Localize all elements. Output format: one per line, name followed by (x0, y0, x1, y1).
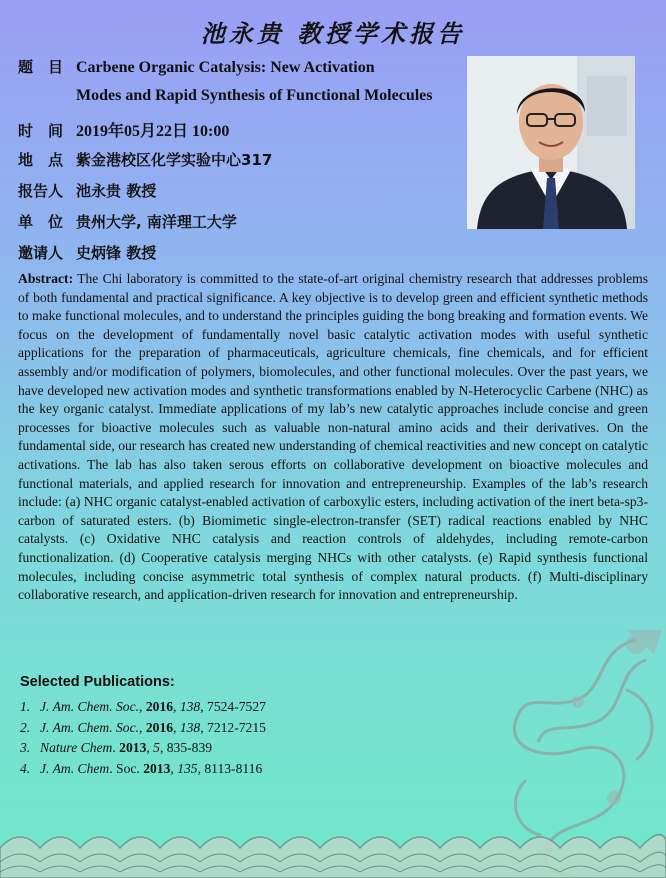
speaker-photo (467, 56, 635, 229)
topic-row (18, 56, 375, 77)
publication-volume: , 5 (146, 740, 160, 755)
publication-year: 2013 (119, 740, 147, 755)
publication-number: 2. (20, 719, 31, 735)
publication-pages: , 835-839 (159, 740, 213, 755)
publication-pages: , 7524-7527 (200, 699, 266, 714)
publication-journal: Nature Chem (40, 740, 113, 755)
place-row (18, 149, 272, 170)
publication-item: 2. J. Am. Chem. Soc., 2016, 138, 7212-7215 (20, 718, 480, 739)
topic-line1: Carbene Organic Catalysis: New Activation (76, 59, 375, 76)
waves-decoration-icon (0, 818, 666, 878)
topic-label: 题 目 (18, 58, 64, 76)
publication-item: 4. J. Am. Chem. Soc. 2013, 135, 8113-8116 (20, 759, 480, 780)
time-label: 时 间 (18, 122, 64, 140)
time-row (18, 118, 229, 141)
publication-journal: J. Am. Chem. Soc. (40, 719, 140, 735)
unit-label: 单 位 (18, 213, 64, 231)
unit-value: 贵州大学, 南洋理工大学 (76, 213, 237, 231)
publication-pages: , 8113-8116 (197, 760, 263, 776)
host-label: 邀请人 (18, 244, 64, 262)
speaker-portrait-icon (467, 56, 635, 229)
host-row (18, 242, 156, 263)
unit-row (18, 211, 237, 232)
publication-volume: , 138 (173, 719, 201, 735)
publication-number: 3. (20, 740, 31, 755)
topic-line2: Modes and Rapid Synthesis of Functional Molecules (76, 87, 433, 104)
publication-year: 2016 (145, 699, 174, 714)
publication-item: 3. Nature Chem. 2013, 5, 835-839 (20, 738, 480, 759)
abstract-text: The Chi laboratory is committed to the state-of-art original chemistry research that addresses problems of both fundamental and practical significance. A key objective is to develop green and efficient synthetic methods to make functional molecules, and to understand the principles guiding the bong breaking and formation events. We focus on the development of fundamentally novel basic catalytic activation modes with useful synthetic applications for the preparation of pharmaceuticals, agriculture chemicals, fine chemicals, and for efficient assembly and/or modification of polymers, biomolecules, and other functional molecules. Over the past years, we have developed new activation modes and synthetic transformations enabled by N-Heterocyclic Carbene (NHC) as the key organic catalyst. Immediate applications of my lab’s new catalytic approaches include concise and green processes for bioactive molecules such as valuable non-natural amino acids and their derivatives. On the fundamental side, our research has created new understanding of chemical reactivities and new concept on catalytic activations. The lab has also taken serous efforts on collaborative development on bioactive molecules and functional materials, and applied research for innovation and entrepreneurship. Examples of the lab’s research include: (a) NHC organic catalyst-enabled activation of carboxylic esters, including activation of the inert beta-sp3-carbon of saturated esters. (b) Biomimetic single-electron-transfer (SET) radical reactions enabled by NHC catalysts. (c) Oxidative NHC catalysis and reaction controls of aldehydes, including remote-carbon functionalization. (d) Cooperative catalysis merging NHCs with other catalysts. (e) Rapid synthesis functional molecules, including concise asymmetric total synthesis of complex natural products. (f) Multi-disciplinary collaborative research, and application-driven research for innovation and entrepreneurship. (18, 271, 648, 603)
publication-number: 4. (20, 760, 31, 776)
publication-journal: J. Am. Chem. Soc. (40, 699, 140, 714)
publication-volume: , 138 (173, 699, 201, 714)
host-value: 史炳锋 教授 (76, 244, 157, 262)
publications-list (20, 697, 480, 779)
place-label: 地 点 (18, 151, 64, 169)
abstract (18, 270, 648, 605)
publication-journal: J. Am. Chem (40, 760, 110, 776)
place-value: 紫金港校区化学实验中心317 (76, 151, 273, 169)
abstract-label: Abstract: (18, 271, 74, 286)
speaker-row (18, 180, 156, 201)
poster-title: 池永贵 教授学术报告 (200, 19, 466, 48)
publication-number: 1. (20, 699, 31, 714)
publication-year: 2013 (143, 760, 171, 776)
speaker-value: 池永贵 教授 (76, 182, 157, 200)
publication-item: 1. J. Am. Chem. Soc., 2016, 138, 7524-7527 (20, 697, 480, 718)
speaker-label: 报告人 (18, 182, 64, 200)
time-value: 2019年05月22日 10:00 (76, 123, 230, 140)
publication-pages: , 7212-7215 (200, 719, 266, 735)
publication-year: 2016 (145, 719, 174, 735)
publication-volume: , 135 (170, 760, 198, 776)
publications-title: Selected Publications: (20, 674, 175, 690)
topic-row-2 (18, 87, 432, 105)
